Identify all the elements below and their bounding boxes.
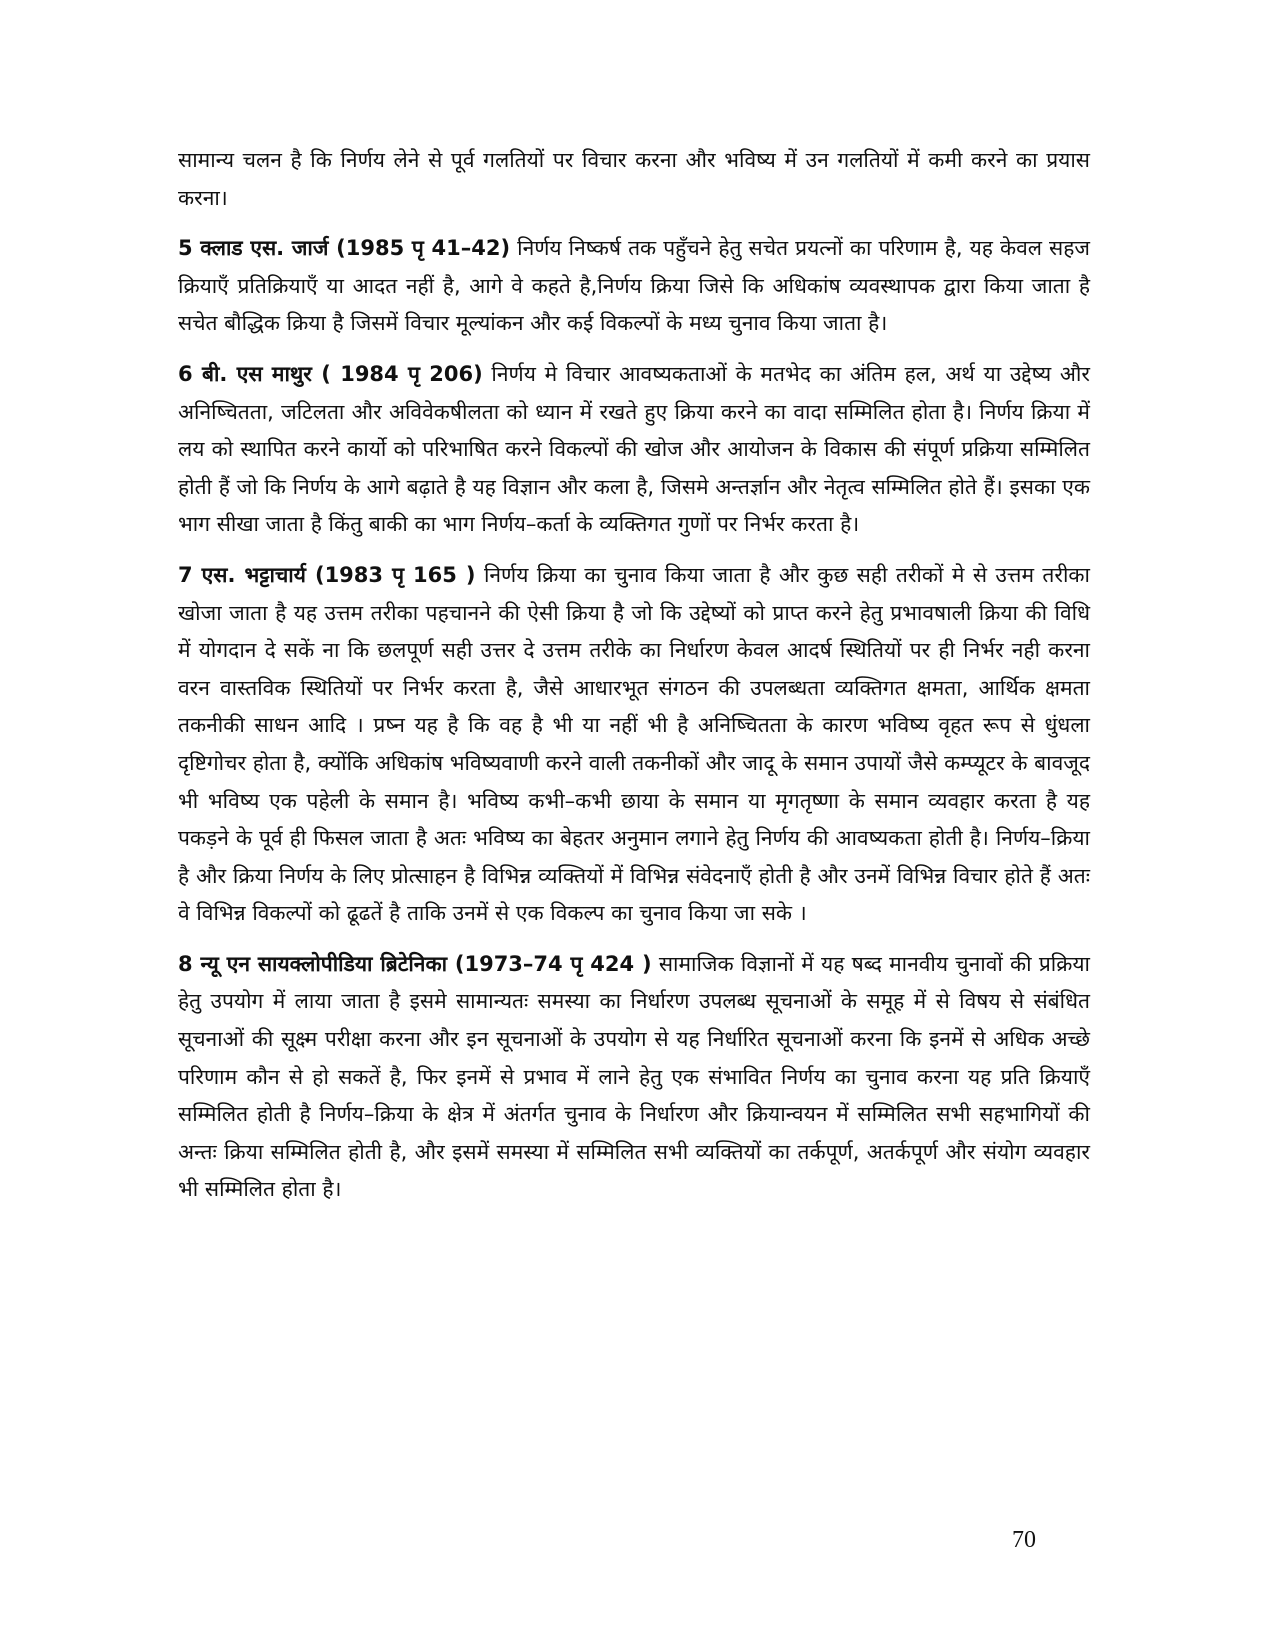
citation-heading: 6 बी. एस माथुर ( 1984 पृ 206) [178,361,483,386]
paragraph-text: निर्णय निष्कर्ष तक पहुँचने हेतु सचेत प्रयत्नों का परिणाम है, यह केवल सहज क्रियाएँ प्रतिक्रियाएँ या आदत नहीं है, आगे वे कहते है,निर्णय क्रिया जिसे कि अधिकांष व्यवस्थापक द्वारा किया जाता है सचेत बौद्धिक क्रिया है जिसमें विचार मूल्यांकन और कई विकल्पों के मध्य चुनाव किया जाता है। [178,236,1090,336]
citation-heading: 7 एस. भट्टाचार्य (1983 पृ 165 ) [178,562,476,587]
page-number: 70 [1012,1527,1036,1553]
paragraph-text: निर्णय मे विचार आवष्यकताओं के मतभेद का अंतिम हल, अर्थ या उद्देष्य और अनिष्चितता, जटिलता और अविवेकषीलता को ध्यान में रखते हुए क्रिया करने का वादा सम्मिलित होता है। निर्णय क्रिया में लय को स्थापित करने कार्यो को परिभाषित करने विकल्पों की खोज और आयोजन के विकास की संपूर्ण प्रक्रिया सम्मिलित होती हैं जो कि निर्णय के आगे बढ़ाते है यह विज्ञान और कला है, जिसमे अन्तर्ज्ञान और नेतृत्व सम्मिलित होते हैं। इसका एक भाग सीखा जाता है किंतु बाकी का भाग निर्णय–कर्ता के व्यक्तिगत गुणों पर निर्भर करता है। [178,361,1090,537]
paragraph-text: निर्णय क्रिया का चुनाव किया जाता है और कुछ सही तरीकों मे से उत्तम तरीका खोजा जाता है यह उत्तम तरीका पहचानने की ऐसी क्रिया है जो कि उद्देष्यों को प्राप्त करने हेतु प्रभावषाली क्रिया की विधि में योगदान दे सकें ना कि छलपूर्ण सही उत्तर दे उत्तम तरीके का निर्धारण केवल आदर्ष स्थितियों पर ही निर्भर नही करना वरन वास्तविक स्थितियों पर निर्भर करता है, जैसे आधारभूत संगठन की उपलब्धता व्यक्तिगत क्षमता, आर्थिक क्षमता तकनीकी साधन आदि । प्रष्न यह है कि वह है भी या नहीं भी है अनिष्चितता के कारण भविष्य वृहत रूप से धुंधला दृष्टिगोचर होता है, क्योंकि अधिकांष भविष्यवाणी करने वाली तकनीकों और जादू के समान उपायों जैसे कम्प्यूटर के बावजूद भी भविष्य एक पहेली के समान है। भविष्य कभी–कभी छाया के समान या मृगतृष्णा के समान व्यवहार करता है यह पकड़ने के पूर्व ही फिसल जाता है अतः भविष्य का बेहतर अनुमान लगाने हेतु निर्णय की आवष्यकता होती है। निर्णय–क्रिया है और क्रिया निर्णय के लिए प्रोत्साहन है विभिन्न व्यक्तियों में विभिन्न संवेदनाएँ होती है और उनमें विभिन्न विचार होते हैं अतः वे विभिन्न विकल्पों को ढूढतें है ताकि उनमें से एक विकल्प का चुनाव किया जा सके । [178,562,1090,926]
citation-heading: 8 न्यू एन सायक्लोपीडिया ब्रिटेनिका (1973–74 पृ 424 ) [178,951,652,976]
paragraph-text: सामान्य चलन है कि निर्णय लेने से पूर्व गलतियों पर विचार करना और भविष्य में उन गलतियों में कमी करने का प्रयास करना। [178,148,1090,210]
paragraph-bhattacharya [178,557,1090,933]
paragraph-claude-george [178,230,1090,343]
paragraph-text: सामाजिक विज्ञानों में यह षब्द मानवीय चुनावों की प्रक्रिया हेतु उपयोग में लाया जाता है इसमे सामान्यतः समस्या का निर्धारण उपलब्ध सूचनाओं के समूह में से विषय से संबंधित सूचनाओं की सूक्ष्म परीक्षा करना और इन सूचनाओं के उपयोग से यह निर्धारित सूचनाओं करना कि इनमें से अधिक अच्छे परिणाम कौन से हो सकतें है, फिर इनमें से प्रभाव में लाने हेतु एक संभावित निर्णय का चुनाव करना यह प्रति क्रियाएँ सम्मिलित होती है निर्णय–क्रिया के क्षेत्र में अंतर्गत चुनाव के निर्धारण और क्रियान्वयन में सम्मिलित सभी सहभागियों की अन्तः क्रिया सम्मिलित होती है, और इसमें समस्या में सम्मिलित सभी व्यक्तियों का तर्कपूर्ण, अतर्कपूर्ण और संयोग व्यवहार भी सम्मिलित होता है। [178,951,1090,1202]
paragraph-mathur [178,356,1090,544]
paragraph-britannica [178,946,1090,1209]
body-text [178,142,1090,1222]
paragraph-continuation [178,142,1090,217]
citation-heading: 5 क्लाड एस. जार्ज (1985 पृ 41–42) [178,236,511,261]
